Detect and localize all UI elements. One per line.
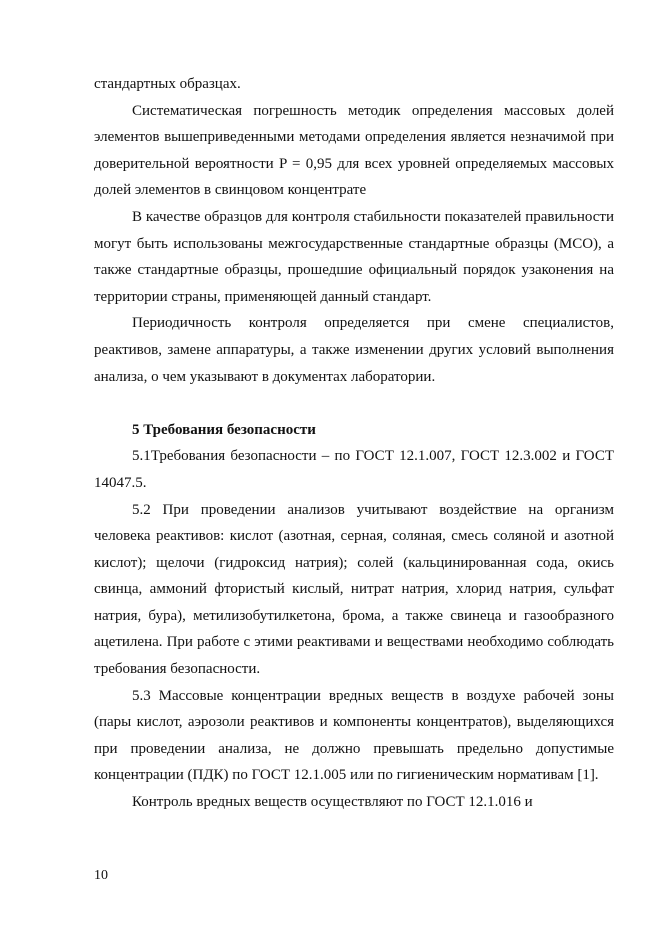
- paragraph-5-3: 5.3 Массовые концентрации вредных веществ в воздухе рабочей зоны (пары кислот, аэрозоли реактивов и компоненты концентратов), выделяющихся при проведении анализа, не должно превышать предельно допустимые концентрации (ПДК) по ГОСТ 12.1.005 или по гигиеническим нормативам [1].: [94, 687, 614, 784]
- paragraph-continuation: стандартных образцах.: [94, 76, 241, 92]
- paragraph-reference-samples: В качестве образцов для контроля стабильности показателей правильности могут быть использованы межгосударственные стандартные образцы (МСО), а также стандартные образцы, прошедшие официальный порядок узаконения на территории страны, применяющей данный стандарт.: [94, 208, 614, 305]
- page-number: 10: [94, 868, 108, 883]
- section-heading: 5 Требования безопасности: [132, 421, 316, 438]
- paragraph-control-periodicity: Периодичность контроля определяется при смене специалистов, реактивов, замене аппаратуры, а также изменении других условий выполнения анализа, о чем указывают в документах лаборатории.: [94, 315, 614, 385]
- paragraph-5-2: 5.2 При проведении анализов учитывают воздействие на организм человека реактивов: кислот (азотная, серная, соляная, смесь соляной и азотной кислот); щелочи (гидроксид натрия); солей (кальцинированная сода, окись свинца, аммоний фтористый кислый, нитрат натрия, хлорид натрия, сульфат натрия, бура), метилизобутилкетона, брома, а также свинеца и газообразного ацетилена. При работе с этими реактивами и веществами необходимо соблюдать требования безопасности.: [94, 501, 614, 678]
- paragraph-5-1: 5.1Требования безопасности – по ГОСТ 12.1.007, ГОСТ 12.3.002 и ГОСТ 14047.5.: [94, 448, 614, 491]
- paragraph-systematic-error: Систематическая погрешность методик определения массовых долей элементов вышеприведенными методами определения является незначимой при доверительной вероятности P = 0,95 для всех уровней определяемых массовых долей элементов в свинцовом концентрате: [94, 102, 614, 199]
- paragraph-hazard-control: Контроль вредных веществ осуществляют по ГОСТ 12.1.016 и: [132, 794, 533, 811]
- document-body: [94, 71, 614, 816]
